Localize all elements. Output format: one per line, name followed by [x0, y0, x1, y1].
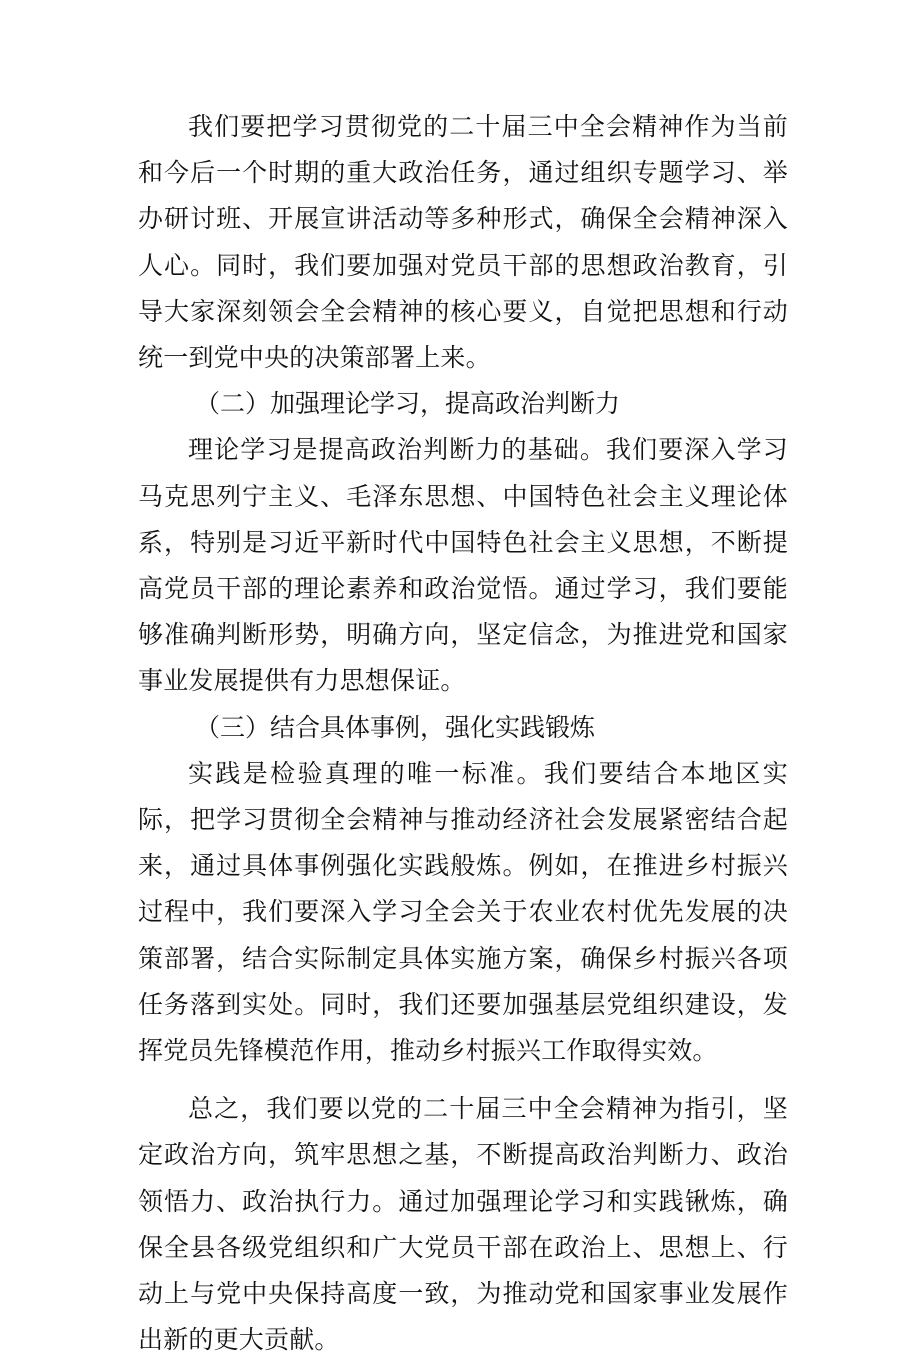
- paragraph-theory-study: 理论学习是提高政治判断力的基础。我们要深入学习马克思列宁主义、毛泽东思想、中国特色社会主义理论体系，特别是习近平新时代中国特色社会主义思想，不断提高党员干部的理论素养和政治觉悟。通过学习，我们要能够准确判断形势，明确方向，坚定信念，为推进党和国家事业发展提供有力思想保证。: [138, 435, 788, 696]
- section-heading-2: （二）加强理论学习，提高政治判断力: [195, 389, 621, 419]
- paragraph-practice: 实践是检验真理的唯一标准。我们要结合本地区实际，把学习贯彻全会精神与推动经济社会发展紧密结合起来，通过具体事例强化实践般炼。例如，在推进乡村振兴过程中，我们要深入学习全会关于农业农村优先发展的决策部署，结合实际制定具体实施方案，确保乡村振兴各项任务落到实处。同时，我们还要加强基层党组织建设，发挥党员先锋模范作用，推动乡村振兴工作取得实效。: [138, 758, 788, 1066]
- section-heading-3: （三）结合具体事例，强化实践锻炼: [195, 712, 596, 742]
- paragraph-gap: [138, 1074, 788, 1086]
- paragraph-conclusion: 总之，我们要以党的二十届三中全会精神为指引，坚定政治方向，筑牢思想之基，不断提高政治判断力、政治领悟力、政治执行力。通过加强理论学习和实践锹炼，确保全县各级党组织和广大党员干部在政治上、思想上、行动上与党中央保持高度一致，为推动党和国家事业发展作出新的更大贡献。: [138, 1094, 788, 1355]
- document-page: [138, 104, 788, 1363]
- paragraph-intro: 我们要把学习贯彻党的二十届三中全会精神作为当前和今后一个时期的重大政治任务，通过组织专题学习、举办研讨班、开展宣讲活动等多种形式，确保全会精神深入人心。同时，我们要加强对党员干部的思想政治教育，引导大家深刻领会全会精神的核心要义，自觉把思想和行动统一到党中央的决策部署上来。: [138, 112, 788, 373]
